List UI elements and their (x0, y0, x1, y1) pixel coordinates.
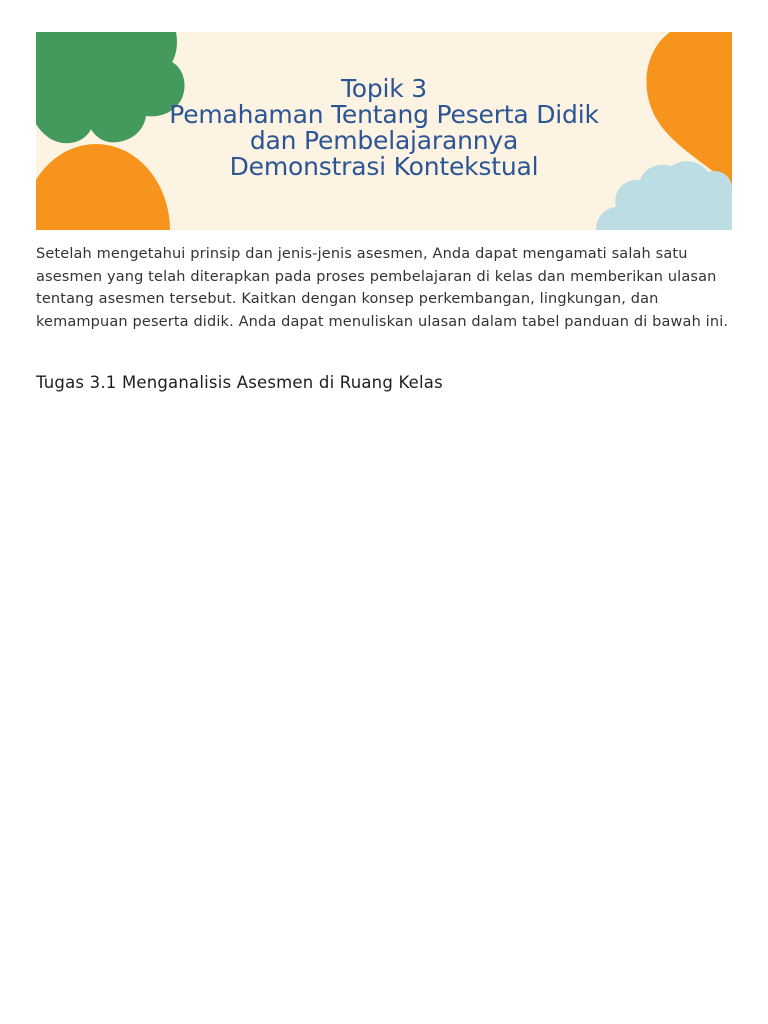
intro-paragraph: Setelah mengetahui prinsip dan jenis-jenis asesmen, Anda dapat mengamati salah satu asesmen yang telah diterapkan pada proses pembelajaran di kelas dan memberikan ulasan tentang asesmen tersebut. Kaitkan dengan konsep perkembangan, lingkungan, dan kemampuan peserta didik. Anda dapat menuliskan ulasan dalam tabel panduan di bawah ini. (36, 246, 729, 330)
banner-title-line-topic: Topik 3 (340, 74, 428, 103)
section-heading: Tugas 3.1 Menganalisis Asesmen di Ruang Kelas (36, 373, 443, 392)
banner-title-line-2: dan Pembelajarannya (249, 126, 519, 155)
banner-title (36, 76, 732, 180)
banner-title-line-1: Pemahaman Tentang Peserta Didik (169, 100, 599, 129)
header-banner (36, 32, 732, 230)
banner-title-line-3: Demonstrasi Kontekstual (229, 152, 539, 181)
